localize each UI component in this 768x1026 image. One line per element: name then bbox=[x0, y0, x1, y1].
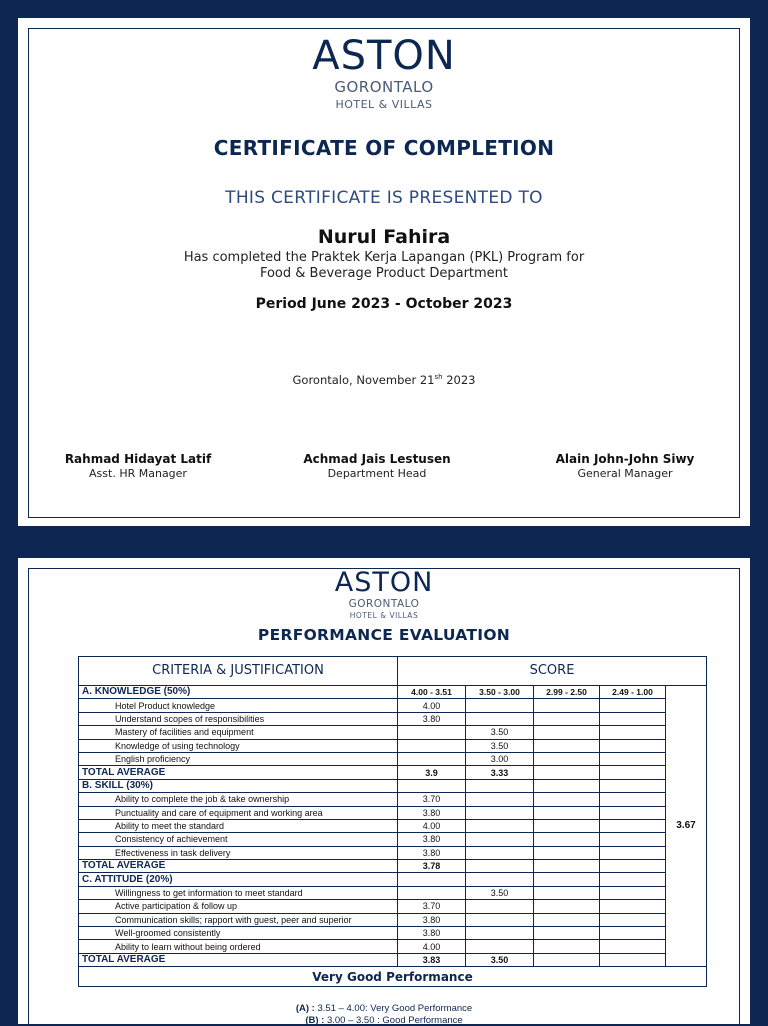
performance-verdict: Very Good Performance bbox=[79, 967, 707, 987]
total-average-value: 3.78 bbox=[398, 860, 466, 873]
criteria-item: Ability to meet the standard bbox=[79, 819, 398, 832]
legend-text: 3.00 – 3.50 : Good Performance bbox=[324, 1015, 463, 1026]
score-cell bbox=[600, 739, 666, 752]
place-date-ordinal: sh bbox=[434, 373, 443, 381]
presented-to-text: THIS CERTIFICATE IS PRESENTED TO bbox=[225, 188, 543, 208]
score-cell bbox=[600, 806, 666, 819]
total-average-value: 3.83 bbox=[398, 953, 466, 966]
score-cell bbox=[534, 900, 600, 913]
table-row bbox=[79, 927, 707, 940]
total-average-row bbox=[79, 953, 707, 966]
criteria-item: Effectiveness in task delivery bbox=[79, 846, 398, 859]
score-cell bbox=[466, 819, 534, 832]
criteria-item: Active participation & follow up bbox=[79, 900, 398, 913]
section-row bbox=[79, 873, 707, 886]
table-row bbox=[79, 726, 707, 739]
signatory-general-manager bbox=[505, 452, 745, 480]
score-cell bbox=[534, 819, 600, 832]
score-cell: 3.70 bbox=[398, 900, 466, 913]
total-average-value bbox=[600, 953, 666, 966]
table-row bbox=[79, 699, 707, 712]
score-cell bbox=[600, 940, 666, 953]
legend-text: 3.51 – 4.00: Very Good Performance bbox=[314, 1003, 473, 1014]
score-cell bbox=[466, 913, 534, 926]
final-score: 3.67 bbox=[666, 686, 707, 967]
signatory-name: Alain John-John Siwy bbox=[555, 452, 695, 466]
table-row bbox=[79, 739, 707, 752]
total-average-value bbox=[466, 860, 534, 873]
score-cell bbox=[466, 833, 534, 846]
empty-cell bbox=[398, 873, 466, 886]
table-row bbox=[79, 846, 707, 859]
completion-description-line2: Food & Beverage Product Department bbox=[259, 266, 509, 281]
evaluation-title: PERFORMANCE EVALUATION bbox=[257, 626, 511, 644]
score-cell bbox=[534, 833, 600, 846]
table-row bbox=[79, 900, 707, 913]
score-cell: 3.50 bbox=[466, 739, 534, 752]
empty-cell bbox=[534, 873, 600, 886]
score-cell bbox=[600, 819, 666, 832]
score-cell: 3.80 bbox=[398, 712, 466, 725]
table-row bbox=[79, 886, 707, 899]
certificate-page bbox=[18, 18, 750, 526]
score-cell: 3.80 bbox=[398, 806, 466, 819]
score-range-header: 4.00 - 3.51 bbox=[398, 686, 466, 699]
score-cell bbox=[398, 886, 466, 899]
score-cell bbox=[534, 712, 600, 725]
empty-cell bbox=[466, 873, 534, 886]
table-row bbox=[79, 752, 707, 765]
score-cell bbox=[534, 739, 600, 752]
score-cell bbox=[534, 806, 600, 819]
total-average-value: 3.33 bbox=[466, 766, 534, 779]
recipient-name: Nurul Fahira bbox=[317, 226, 451, 248]
score-cell bbox=[600, 913, 666, 926]
total-average-label: TOTAL AVERAGE bbox=[79, 766, 398, 779]
score-cell bbox=[466, 900, 534, 913]
score-cell bbox=[466, 712, 534, 725]
criteria-item: Mastery of facilities and equipment bbox=[79, 726, 398, 739]
empty-cell bbox=[466, 779, 534, 792]
empty-cell bbox=[534, 779, 600, 792]
score-cell bbox=[466, 793, 534, 806]
total-average-row bbox=[79, 860, 707, 873]
table-row bbox=[79, 940, 707, 953]
signatory-hr bbox=[18, 452, 258, 480]
evaluation-page bbox=[18, 558, 750, 1024]
certificate-title: CERTIFICATE OF COMPLETION bbox=[213, 136, 555, 160]
score-cell bbox=[600, 833, 666, 846]
total-average-label: TOTAL AVERAGE bbox=[79, 953, 398, 966]
signatory-role: Asst. HR Manager bbox=[89, 467, 187, 480]
criteria-item: Willingness to get information to meet standard bbox=[79, 886, 398, 899]
score-range-header: 3.50 - 3.00 bbox=[466, 686, 534, 699]
score-cell: 3.80 bbox=[398, 846, 466, 859]
hotel-logo-wordmark: ASTON bbox=[312, 33, 456, 79]
score-cell bbox=[466, 699, 534, 712]
criteria-item: Understand scopes of responsibilities bbox=[79, 712, 398, 725]
score-cell bbox=[600, 927, 666, 940]
criteria-item: English proficiency bbox=[79, 752, 398, 765]
signatory-name: Rahmad Hidayat Latif bbox=[64, 452, 212, 466]
total-average-value bbox=[534, 953, 600, 966]
table-row bbox=[79, 793, 707, 806]
score-cell bbox=[600, 699, 666, 712]
score-cell bbox=[600, 846, 666, 859]
signatory-role: General Manager bbox=[577, 467, 673, 480]
score-cell bbox=[600, 886, 666, 899]
score-cell bbox=[398, 739, 466, 752]
criteria-item: Punctuality and care of equipment and working area bbox=[79, 806, 398, 819]
score-cell bbox=[600, 793, 666, 806]
criteria-item: Ability to complete the job & take ownership bbox=[79, 793, 398, 806]
section-row bbox=[79, 779, 707, 792]
score-cell bbox=[600, 752, 666, 765]
hotel-logo-wordmark: ASTON bbox=[334, 567, 434, 598]
signatory-department-head bbox=[257, 452, 497, 480]
criteria-item: Knowledge of using technology bbox=[79, 739, 398, 752]
score-legend-a bbox=[18, 1003, 750, 1014]
criteria-item: Communication skills; rapport with guest, peer and superior bbox=[79, 913, 398, 926]
program-period: Period June 2023 - October 2023 bbox=[255, 296, 513, 312]
section-label: B. SKILL (30%) bbox=[79, 779, 398, 792]
score-cell: 3.50 bbox=[466, 726, 534, 739]
score-cell bbox=[534, 846, 600, 859]
total-average-value bbox=[600, 860, 666, 873]
score-cell bbox=[534, 793, 600, 806]
section-label: A. KNOWLEDGE (50%) bbox=[79, 686, 398, 699]
hotel-logo-tagline: HOTEL & VILLAS bbox=[349, 611, 419, 620]
score-cell bbox=[534, 940, 600, 953]
verdict-row bbox=[79, 967, 707, 987]
table-row bbox=[79, 806, 707, 819]
empty-cell bbox=[398, 779, 466, 792]
place-and-date bbox=[18, 370, 750, 387]
score-cell bbox=[534, 699, 600, 712]
score-cell bbox=[534, 927, 600, 940]
total-average-label: TOTAL AVERAGE bbox=[79, 860, 398, 873]
score-cell: 3.80 bbox=[398, 913, 466, 926]
score-cell bbox=[600, 712, 666, 725]
score-cell bbox=[398, 726, 466, 739]
score-cell bbox=[600, 900, 666, 913]
score-cell: 3.70 bbox=[398, 793, 466, 806]
total-average-row bbox=[79, 766, 707, 779]
score-cell bbox=[534, 886, 600, 899]
score-cell bbox=[398, 752, 466, 765]
hotel-logo-tagline: HOTEL & VILLAS bbox=[335, 98, 433, 111]
score-cell: 3.50 bbox=[466, 886, 534, 899]
score-cell bbox=[534, 752, 600, 765]
empty-cell bbox=[600, 873, 666, 886]
score-cell bbox=[466, 927, 534, 940]
score-cell bbox=[600, 726, 666, 739]
criteria-item: Well-groomed consistently bbox=[79, 927, 398, 940]
score-cell: 3.80 bbox=[398, 927, 466, 940]
criteria-item: Ability to learn without being ordered bbox=[79, 940, 398, 953]
score-cell bbox=[466, 940, 534, 953]
empty-cell bbox=[600, 779, 666, 792]
total-average-value: 3.50 bbox=[466, 953, 534, 966]
signatory-name: Achmad Jais Lestusen bbox=[303, 452, 451, 466]
table-row bbox=[79, 833, 707, 846]
completion-description-line1: Has completed the Praktek Kerja Lapangan (PKL) Program for bbox=[183, 250, 585, 265]
score-header: SCORE bbox=[398, 657, 707, 686]
score-cell: 4.00 bbox=[398, 699, 466, 712]
total-average-value: 3.9 bbox=[398, 766, 466, 779]
criteria-header: CRITERIA & JUSTIFICATION bbox=[79, 657, 398, 686]
score-legend-b bbox=[18, 1015, 750, 1026]
evaluation-table bbox=[78, 656, 707, 987]
score-range-header: 2.99 - 2.50 bbox=[534, 686, 600, 699]
score-cell bbox=[534, 726, 600, 739]
criteria-item: Hotel Product knowledge bbox=[79, 699, 398, 712]
hotel-logo-city: GORONTALO bbox=[348, 598, 420, 610]
legend-key: (A) : bbox=[295, 1003, 315, 1014]
score-range-header: 2.49 - 1.00 bbox=[600, 686, 666, 699]
score-cell: 3.00 bbox=[466, 752, 534, 765]
score-cell bbox=[466, 806, 534, 819]
table-row bbox=[79, 913, 707, 926]
score-cell: 4.00 bbox=[398, 940, 466, 953]
hotel-logo-city: GORONTALO bbox=[334, 78, 434, 96]
score-cell bbox=[466, 846, 534, 859]
table-row bbox=[79, 712, 707, 725]
place-date-year: 2023 bbox=[442, 372, 476, 387]
section-label: C. ATTITUDE (20%) bbox=[79, 873, 398, 886]
signatory-role: Department Head bbox=[327, 467, 427, 480]
place-date-prefix: Gorontalo, November 21 bbox=[292, 372, 435, 387]
table-header-row bbox=[79, 657, 707, 686]
total-average-value bbox=[600, 766, 666, 779]
score-cell: 3.80 bbox=[398, 833, 466, 846]
legend-key: (B) : bbox=[305, 1015, 325, 1026]
score-cell: 4.00 bbox=[398, 819, 466, 832]
criteria-item: Consistency of achievement bbox=[79, 833, 398, 846]
total-average-value bbox=[534, 766, 600, 779]
section-row bbox=[79, 686, 707, 699]
total-average-value bbox=[534, 860, 600, 873]
score-cell bbox=[534, 913, 600, 926]
table-row bbox=[79, 819, 707, 832]
